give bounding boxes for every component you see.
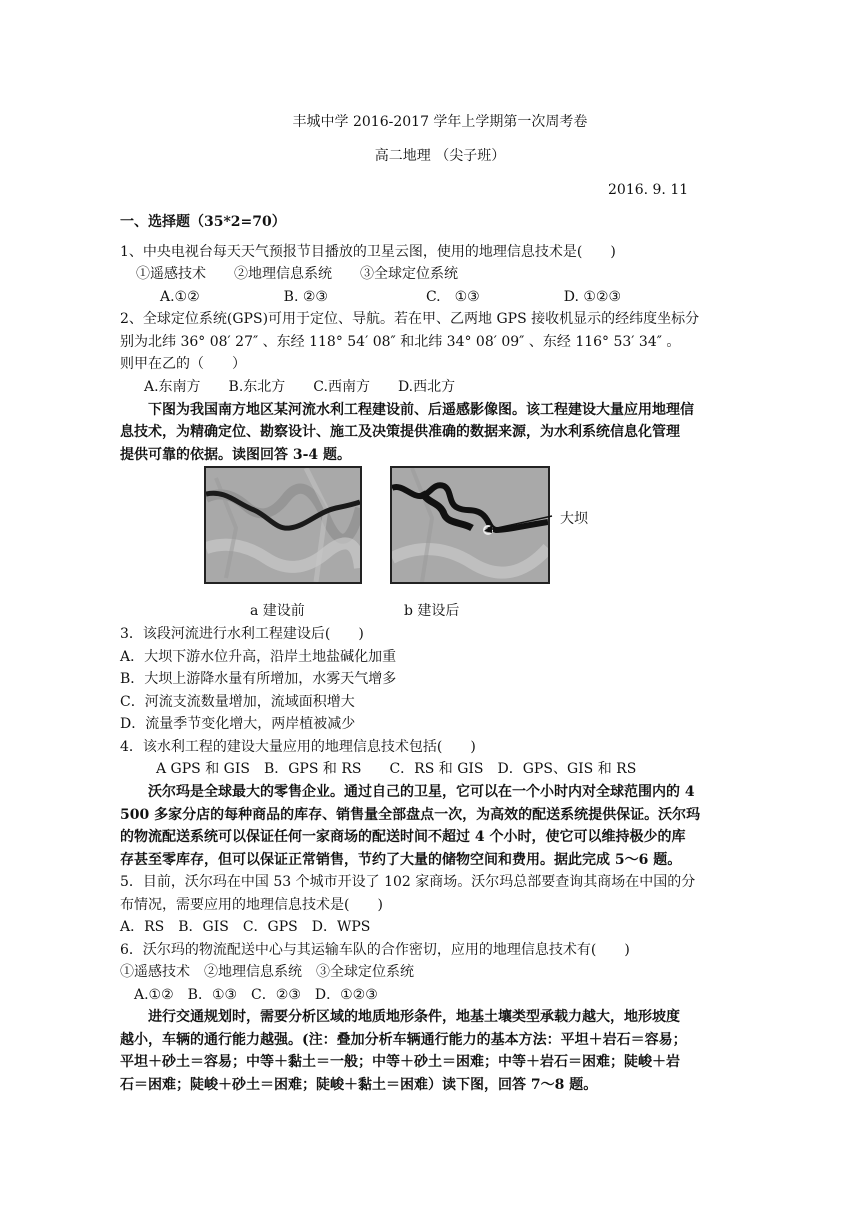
- q4-stem: 4．该水利工程的建设大量应用的地理信息技术包括( ): [120, 739, 476, 755]
- intro78-line1: 进行交通规划时，需要分析区域的地质地形条件，地基土壤类型承载力越大，地形坡度: [148, 1009, 680, 1025]
- q5-line1: 5．目前，沃尔玛在中国 53 个城市开设了 102 家商场。沃尔玛总部要查询其商场在中国的分: [120, 874, 696, 890]
- q6-options: A.①② B．①③ C．②③ D．①②③: [134, 987, 378, 1003]
- dam-pointer-arrow: [480, 506, 560, 536]
- q2-line2: 别为北纬 36° 08′ 27″ 、东经 118° 54′ 08″ 和北纬 34° 08′ 09″ 、东经 116° 53′ 34″ 。: [120, 334, 681, 350]
- intro56-line4: 存甚至零库存，但可以保证正常销售，节约了大量的储物空间和费用。据此完成 5～6 题。: [120, 852, 682, 868]
- exam-subtitle: 高二地理 （尖子班）: [374, 148, 506, 164]
- q6-stem: 6．沃尔玛的物流配送中心与其运输车队的合作密切，应用的地理信息技术有( ): [120, 942, 630, 958]
- q3-option-c: C．河流支流数量增加，流域面积增大: [120, 694, 355, 710]
- intro56-line1: 沃尔玛是全球最大的零售企业。通过自己的卫星，它可以在一个小时内对全球范围内的 4: [148, 784, 695, 800]
- q1-stem: 1、中央电视台每天天气预报节目播放的卫星云图，使用的地理信息技术是( ): [120, 244, 616, 260]
- intro34-line3: 提供可靠的依据。读图回答 3-4 题。: [120, 447, 352, 463]
- q1-items: ①遥感技术 ②地理信息系统 ③全球定位系统: [136, 266, 458, 282]
- figure-caption-b: b 建设后: [404, 603, 460, 619]
- exam-date: 2016. 9. 11: [608, 182, 689, 198]
- intro56-line3: 的物流配送系统可以保证任何一家商场的配送时间不超过 4 个小时，使它可以维持极少的库: [120, 829, 686, 845]
- intro78-line4: 石＝困难；陡峻＋砂土＝困难；陡峻＋黏土＝困难）读下图，回答 7～8 题。: [120, 1077, 598, 1093]
- intro56-line2: 500 多家分店的每种商品的库存、销售量全部盘点一次，为高效的配送系统提供保证。沃尔玛: [120, 807, 701, 823]
- q5-line2: 布情况，需要应用的地理信息技术是( ): [120, 897, 383, 913]
- q4-options: A GPS 和 GIS B．GPS 和 RS C．RS 和 GIS D．GPS、GIS 和 RS: [156, 761, 637, 777]
- figure-caption-a: a 建设前: [250, 603, 305, 619]
- section-heading: 一、选择题（35*2=70）: [120, 214, 286, 230]
- q3-option-a: A．大坝下游水位升高，沿岸土地盐碱化加重: [120, 649, 397, 665]
- q3-option-b: B．大坝上游降水量有所增加，水雾天气增多: [120, 671, 397, 687]
- q2-line3: 则甲在乙的（ ）: [120, 356, 246, 372]
- q3-stem: 3．该段河流进行水利工程建设后( ): [120, 626, 364, 642]
- q6-items: ①遥感技术 ②地理信息系统 ③全球定位系统: [120, 964, 414, 980]
- q3-option-d: D．流量季节变化增大，两岸植被减少: [120, 716, 356, 732]
- dam-label: 大坝: [560, 511, 588, 527]
- exam-title: 丰城中学 2016-2017 学年上学期第一次周考卷: [292, 114, 588, 130]
- q2-line1: 2、全球定位系统(GPS)可用于定位、导航。若在甲、乙两地 GPS 接收机显示的经纬度坐标分: [120, 311, 700, 327]
- q2-options: A.东南方 B.东北方 C.西南方 D.西北方: [144, 379, 456, 395]
- intro34-line1: 下图为我国南方地区某河流水利工程建设前、后遥感影像图。该工程建设大量应用地理信: [148, 402, 694, 418]
- q5-options: A．RS B．GIS C．GPS D．WPS: [120, 919, 371, 935]
- q1-options: A.①② B. ②③ C. ①③ D. ①②③: [160, 289, 621, 305]
- satellite-image-before: [204, 466, 362, 584]
- intro78-line2: 越小，车辆的通行能力越强。(注：叠加分析车辆通行能力的基本方法：平坦＋岩石＝容易；: [120, 1032, 687, 1048]
- intro78-line3: 平坦＋砂土＝容易；中等＋黏土＝一般；中等＋砂土＝困难；中等＋岩石＝困难；陡峻＋岩: [120, 1054, 680, 1070]
- intro34-line2: 息技术，为精确定位、勘察设计、施工及决策提供准确的数据来源，为水利系统信息化管理: [120, 424, 680, 440]
